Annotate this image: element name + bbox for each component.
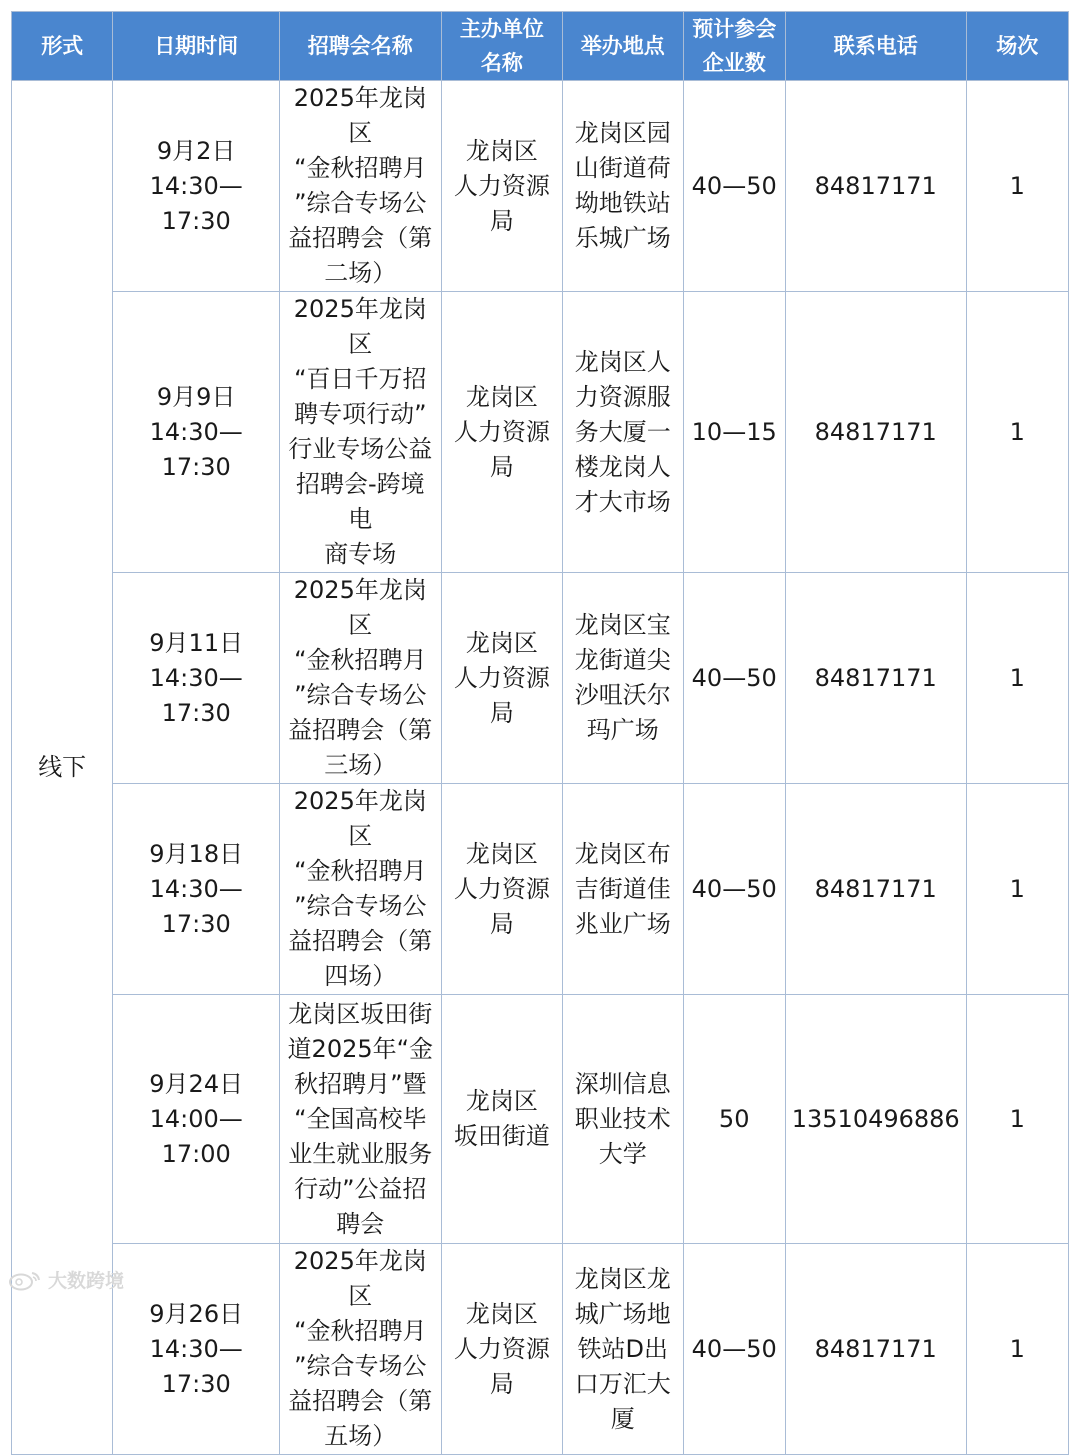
header-form: 形式 (12, 12, 113, 81)
datetime-cell: 9月26日 14:30—17:30 (113, 1244, 280, 1455)
header-companies: 预计参会 企业数 (683, 12, 785, 81)
table-row (12, 995, 1069, 1244)
venue-cell: 龙岗区人 力资源服 务大厦一 楼龙岗人 才大市场 (563, 292, 683, 573)
venue-cell: 深圳信息 职业技术 大学 (563, 995, 683, 1244)
venue-cell: 龙岗区布 吉街道佳 兆业广场 (563, 784, 683, 995)
job-fair-table (11, 11, 1069, 1455)
sessions-cell: 1 (966, 995, 1068, 1244)
venue-cell: 龙岗区园 山街道荷 坳地铁站 乐城广场 (563, 81, 683, 292)
weibo-logo-icon (8, 1269, 44, 1291)
companies-cell: 40—50 (683, 573, 785, 784)
form-cell: 线下 (12, 81, 113, 1455)
table-row (12, 292, 1069, 573)
table-row (12, 784, 1069, 995)
phone-cell: 84817171 (785, 1244, 966, 1455)
fair-name-cell: 2025年龙岗区 “百日千万招 聘专项行动” 行业专场公益 招聘会-跨境电 商专场 (280, 292, 442, 573)
datetime-cell: 9月18日 14:30—17:30 (113, 784, 280, 995)
phone-cell: 84817171 (785, 573, 966, 784)
fair-name-cell: 2025年龙岗区 “金秋招聘月 ”综合专场公 益招聘会（第 三场） (280, 573, 442, 784)
header-datetime: 日期时间 (113, 12, 280, 81)
header-venue: 举办地点 (563, 12, 683, 81)
sessions-cell: 1 (966, 292, 1068, 573)
datetime-cell: 9月24日 14:00—17:00 (113, 995, 280, 1244)
table-header-row (12, 12, 1069, 81)
fair-name-cell: 2025年龙岗区 “金秋招聘月 ”综合专场公 益招聘会（第 五场） (280, 1244, 442, 1455)
phone-cell: 84817171 (785, 292, 966, 573)
sessions-cell: 1 (966, 1244, 1068, 1455)
table-row (12, 1244, 1069, 1455)
header-fair-name: 招聘会名称 (280, 12, 442, 81)
organizer-cell: 龙岗区 人力资源 局 (441, 81, 562, 292)
organizer-cell: 龙岗区 人力资源 局 (441, 573, 562, 784)
header-sessions: 场次 (966, 12, 1068, 81)
organizer-cell: 龙岗区 人力资源 局 (441, 784, 562, 995)
organizer-cell: 龙岗区 人力资源 局 (441, 1244, 562, 1455)
fair-name-cell: 龙岗区坂田街 道2025年“金 秋招聘月”暨 “全国高校毕 业生就业服务 行动”公益招 聘会 (280, 995, 442, 1244)
header-phone: 联系电话 (785, 12, 966, 81)
header-organizer: 主办单位 名称 (441, 12, 562, 81)
fair-name-cell: 2025年龙岗区 “金秋招聘月 ”综合专场公 益招聘会（第 四场） (280, 784, 442, 995)
datetime-cell: 9月11日 14:30—17:30 (113, 573, 280, 784)
datetime-cell: 9月9日 14:30—17:30 (113, 292, 280, 573)
companies-cell: 40—50 (683, 1244, 785, 1455)
venue-cell: 龙岗区龙 城广场地 铁站D出 口万汇大 厦 (563, 1244, 683, 1455)
companies-cell: 40—50 (683, 784, 785, 995)
fair-name-cell: 2025年龙岗区 “金秋招聘月 ”综合专场公 益招聘会（第 二场） (280, 81, 442, 292)
venue-cell: 龙岗区宝 龙街道尖 沙咀沃尔 玛广场 (563, 573, 683, 784)
sessions-cell: 1 (966, 573, 1068, 784)
sessions-cell: 1 (966, 784, 1068, 995)
companies-cell: 40—50 (683, 81, 785, 292)
table-row (12, 573, 1069, 784)
phone-cell: 84817171 (785, 784, 966, 995)
organizer-cell: 龙岗区 人力资源 局 (441, 292, 562, 573)
table-row (12, 81, 1069, 292)
companies-cell: 50 (683, 995, 785, 1244)
phone-cell: 84817171 (785, 81, 966, 292)
watermark-text: 大数跨境 (48, 1270, 125, 1292)
organizer-cell: 龙岗区 坂田街道 (441, 995, 562, 1244)
sessions-cell: 1 (966, 81, 1068, 292)
datetime-cell: 9月2日 14:30—17:30 (113, 81, 280, 292)
phone-cell: 13510496886 (785, 995, 966, 1244)
companies-cell: 10—15 (683, 292, 785, 573)
watermark (8, 1266, 124, 1293)
